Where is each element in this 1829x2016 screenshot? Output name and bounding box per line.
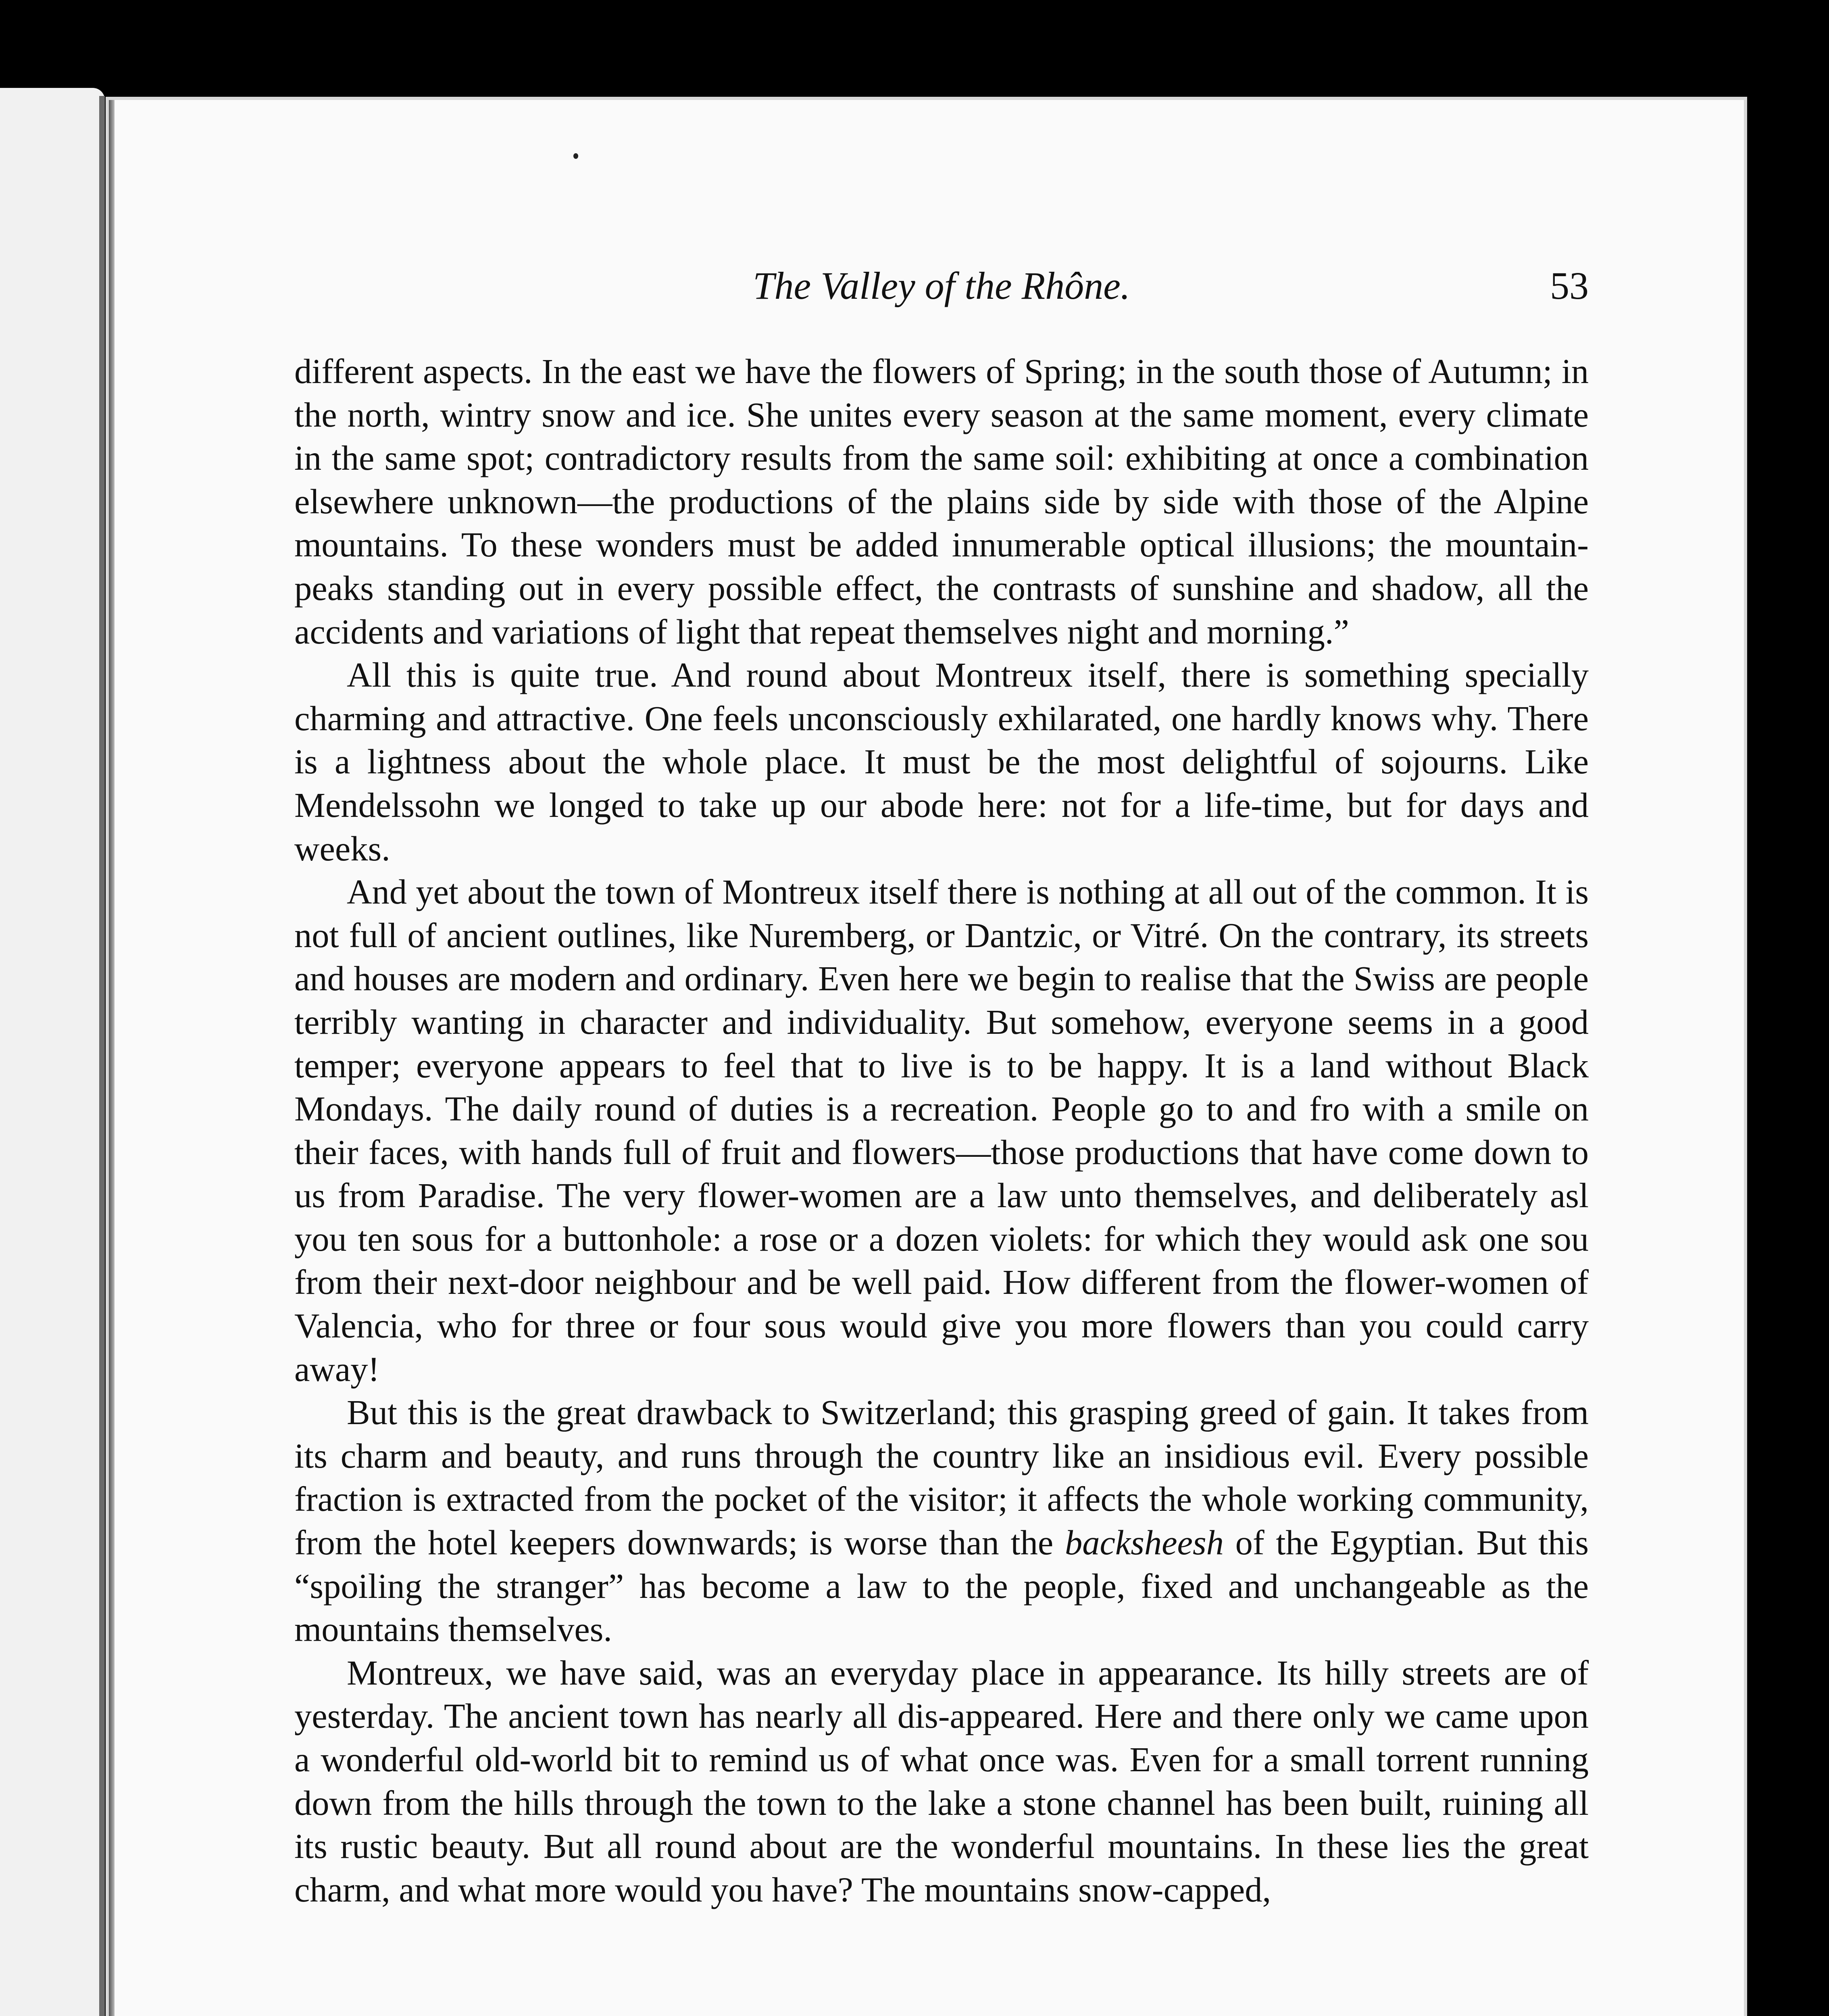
body-text	[294, 350, 1589, 1912]
paragraph: different aspects. In the east we have the flowers of Spring; in the south those of Autumn; in the north, wintry snow and ice. She unites every season at the same moment, every climate in the same spot; contradictory results from the same soil: exhibiting at once a combination elsewhere unknown—the productions of the plains side by side with those of the Alpine mountains. To these wonders must be added innumerable optical illusions; the mountain-peaks standing out in every possible effect, the contrasts of sunshine and shadow, all the accidents and variations of light that repeat themselves night and morning.”	[294, 352, 1589, 651]
paragraph: All this is quite true. And round about Montreux itself, there is something specially charming and attractive. One feels unconsciously exhilarated, one hardly knows why. There is a lightness about the whole place. It must be the most delightful of sojourns. Like Mendelssohn we longed to take up our abode here: not for a life-time, but for days and weeks.	[294, 656, 1589, 868]
page-number: 53	[1550, 264, 1589, 307]
page-header	[294, 263, 1589, 324]
page-content	[109, 100, 1744, 2016]
running-title: The Valley of the Rhône.	[753, 264, 1130, 307]
previous-page-edge	[0, 88, 105, 2016]
paragraph: But this is the great drawback to Switzerland; this grasping greed of gain. It takes from its charm and beauty, and runs through the country like an insidious evil. Every possible fraction is extracted from the pocket of the visitor; it affects the whole working community, from the hotel keepers downwards; is worse than the backsheesh of the Egyptian. But this “spoiling the stranger” has become a law to the people, fixed and unchangeable as the mountains themselves.	[294, 1393, 1589, 1649]
paragraph: And yet about the town of Montreux itself there is nothing at all out of the common. It is not full of ancient outlines, like Nuremberg, or Dantzic, or Vitré. On the contrary, its streets and houses are modern and ordinary. Even here we begin to realise that the Swiss are people terribly wanting in character and individuality. But somehow, everyone seems in a good temper; everyone appears to feel that to live is to be happy. It is a land without Black Mondays. The daily round of duties is a recreation. People go to and fro with a smile on their faces, with hands full of fruit and flowers—those productions that have come down to us from Paradise. The very flower-women are a law unto themselves, and deliberately asl you ten sous for a buttonhole: a rose or a dozen violets: for which they would ask one sou from their next-door neighbour and be well paid. How different from the flower-women of Valencia, who for three or four sous would give you more flowers than you could carry away!	[294, 873, 1589, 1389]
paragraph: Montreux, we have said, was an everyday place in appearance. Its hilly streets are of yesterday. The ancient town has nearly all dis-appeared. Here and there only we came upon a wonderful old-world bit to remind us of what once was. Even for a small torrent running down from the hills through the town to the lake a stone channel has been built, ruining all its rustic beauty. But all round about are the wonderful mountains. In these lies the great charm, and what more would you have? The mountains snow-capped,	[294, 1653, 1589, 1909]
italic-word: backsheesh	[1064, 1523, 1224, 1562]
